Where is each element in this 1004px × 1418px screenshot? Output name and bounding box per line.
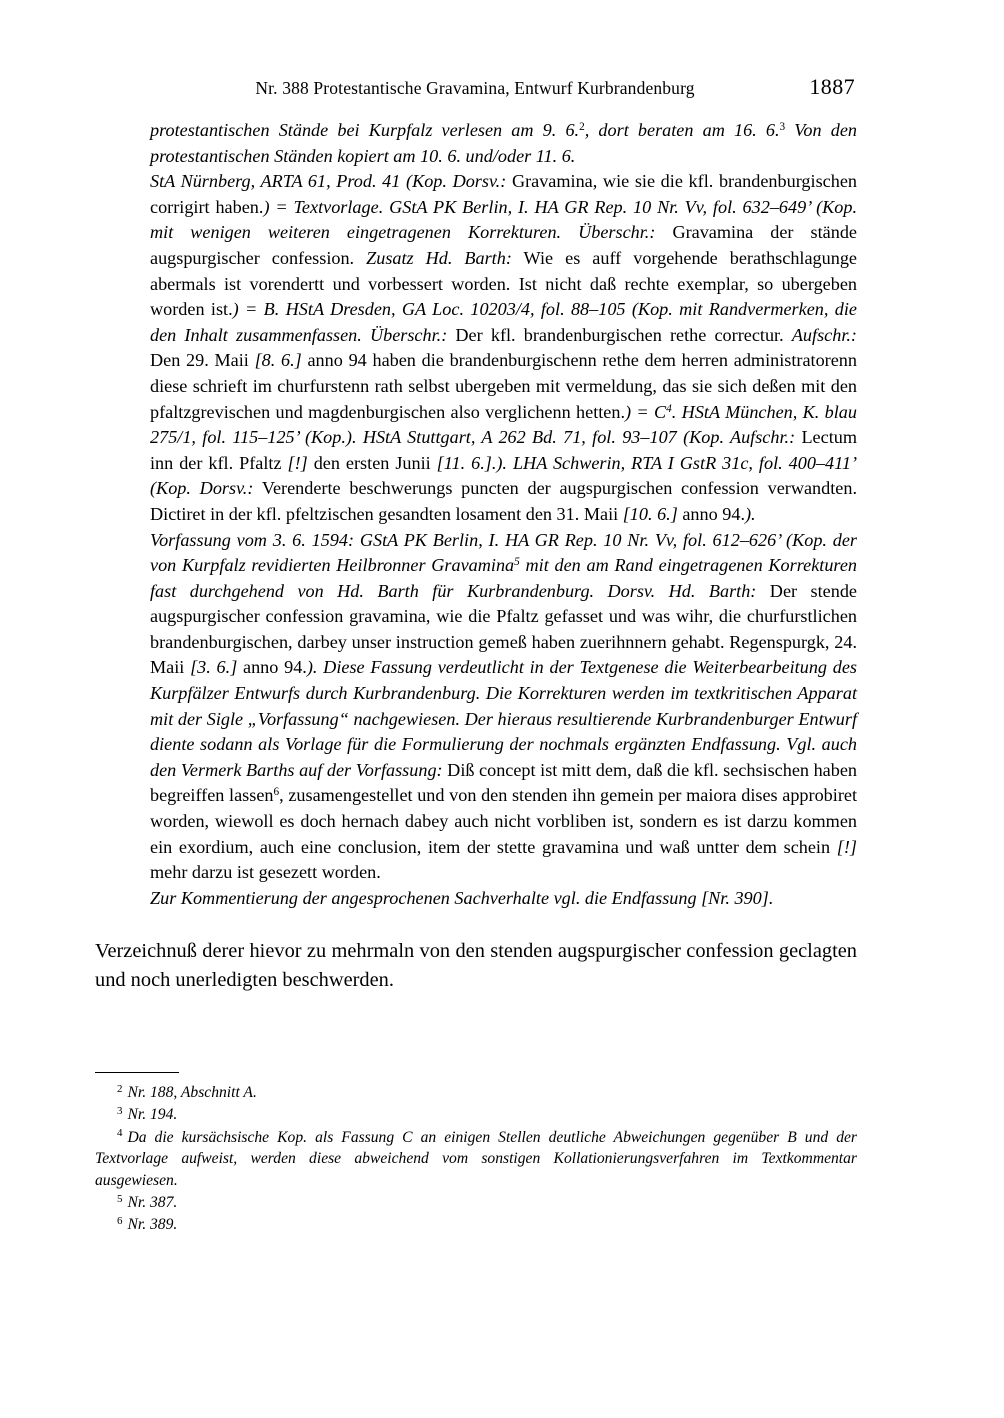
footnote-item (95, 1214, 857, 1235)
footnote-text: Nr. 194. (127, 1106, 178, 1124)
footnote-number[interactable]: 5 (117, 1192, 123, 1205)
footnote-number[interactable]: 2 (117, 1082, 123, 1095)
footnote-text: Da die kursächsische Kop. als Fassung C an einigen Stellen deutliche Abweichungen gegenüber B und der Textvorlage aufweist, werden diese abweichend vom sonstigen Kollationierungsverfahren im Textkommentar ausgewiesen. (95, 1128, 857, 1189)
apparatus-p2-s02: Gravamina, wie sie die kfl. brandenburgischen corrigirt haben. (150, 171, 857, 217)
apparatus-p2-s22: anno 94. (677, 503, 745, 524)
apparatus-p2-s12: anno 94 haben die brandenburgischenn rethe dem herren administratorenn diese schrieft im churfurstenn rath selbst ubergeben mit vermeldung, das sie sich deßen mit den pfaltzgrevischen und magdenburgischen also verglichenn hetten. (150, 350, 857, 422)
running-head-title: Nr. 388 Protestantische Gravamina, Entwurf Kurbrandenburg (255, 78, 695, 98)
apparatus-p2-s23: ). (745, 503, 756, 524)
apparatus-paragraph-3 (150, 528, 857, 886)
apparatus-p2-s05: Zusatz Hd. Barth: (366, 247, 512, 268)
apparatus-p2-s16: [!] (287, 452, 308, 473)
footnote-apparatus (95, 1072, 857, 1237)
main-text-block (95, 937, 857, 995)
footnote-number[interactable]: 6 (117, 1214, 123, 1227)
apparatus-p2-s07: ) = B. HStA Dresden, GA Loc. 10203/4, fol. 88–105 (Kop. mit Randvermerken, die den Inhalt zusammenfassen. Überschr.: (150, 299, 857, 345)
apparatus-p2-s01: StA Nürnberg, ARTA 61, Prod. 41 (Kop. Dorsv.: (150, 171, 507, 192)
apparatus-p3-v01: Vorfassung vom 3. 6. 1594: GStA PK Berlin, I. HA GR Rep. 10 Nr. Vv, fol. 612–626’ (Kop. der von Kurpfalz revidierten Heilbronner Gravamina (150, 529, 857, 576)
apparatus-p2-s20: Verenderte beschwerungs puncten der augspurgischen confession verwandten. Dictiret in der kfl. pfeltzischen gesandten losament den 31. Maii (150, 478, 857, 524)
apparatus-p2-s19: ). LHA Schwerin, RTA I GstR 31c, fol. 400–411’ (Kop. Dorsv.: (150, 452, 857, 499)
running-head (95, 74, 855, 104)
apparatus-paragraph-4 (150, 886, 857, 912)
apparatus-p1-seg1: protestantischen Stände bei Kurpfalz verlesen am 9. 6. (150, 120, 580, 140)
footnote-text: Nr. 188, Abschnitt A. (127, 1084, 257, 1101)
footnote-ref-3[interactable]: 3 (779, 121, 786, 134)
apparatus-p3-v06: ). Diese Fassung verdeutlicht in der Textgenese die Weiterbearbeitung des Kurpfälzer Entwurfs durch Kurbrandenburg. Die Korrekturen werden im textkritischen Apparat mit der Sigle „Vorfassung“ nachgewiesen. Der hieraus resultierende Kurbrandenburger Entwurf diente sodann als Vorlage für die Formulierung der nochmals ergänzten Endfassung. Vgl. auch den Vermerk Barths auf der Vorfassung: (150, 657, 857, 780)
page-content (95, 118, 857, 995)
apparatus-p3-v04: [3. 6.] (190, 657, 238, 678)
apparatus-p2-s04: Gravamina der stände augspurgischer confession. (150, 222, 857, 268)
footnote-item (95, 1192, 857, 1213)
apparatus-p1-seg2: , dort beraten am 16. 6. (584, 120, 780, 140)
footnote-number[interactable]: 3 (117, 1104, 123, 1117)
footnote-list (95, 1082, 857, 1236)
apparatus-p2-s11: [8. 6.] (254, 350, 302, 371)
apparatus-p4-k01: Zur Kommentierung der angesprochenen Sachverhalte vgl. die Endfassung [Nr. 390]. (150, 887, 774, 908)
apparatus-p3-v09: [!] (836, 836, 857, 857)
apparatus-p2-s03: ) = Textvorlage. GStA PK Berlin, I. HA GR Rep. 10 Nr. Vv, fol. 632–649’ (Kop. mit wenigen weiteren eingetragenen Korrekturen. Überschr.: (150, 196, 858, 243)
apparatus-p2-s06: Wie es auff vorgehende berathschlagunge abermals ist vorendertt und vorbessert worden. Ist nicht daß rechte exemplar, so ubergeben worden ist. (150, 247, 857, 320)
footnote-item (95, 1127, 857, 1191)
apparatus-p3-v07: Diß concept ist mitt dem, daß die kfl. sechsischen haben begreiffen lassen (150, 759, 857, 806)
apparatus-paragraph-1 (150, 118, 857, 169)
apparatus-paragraph-2 (150, 169, 857, 527)
footnote-text: Nr. 389. (127, 1216, 178, 1234)
footnote-ref-2[interactable]: 2 (579, 121, 585, 134)
apparatus-p2-s14: . HStA München, K. blau 275/1, fol. 115–125’ (Kop.). HStA Stuttgart, A 262 Bd. 71, fol. 93–107 (Kop. Aufschr.: (150, 401, 857, 448)
apparatus-p2-s17: den ersten Junii (307, 452, 437, 473)
apparatus-p3-v08: , zusamengestellet und von den stenden ihn gemein per maiora dises approbiret worden, wiewoll es doch hernach dabey auch nicht vorbliben ist, sondern es ist darzu kommen ein exordium, auch eine conclusion, item der stette gravamina und waß untter dem schein (150, 785, 858, 857)
footnote-item (95, 1104, 857, 1125)
apparatus-p3-v10: mehr darzu ist gesezett worden. (150, 862, 381, 883)
apparatus-p2-s13: ) = C (625, 401, 667, 422)
footnote-ref-5[interactable]: 5 (514, 556, 520, 569)
footnote-ref-6[interactable]: 6 (273, 786, 280, 799)
footnote-separator-rule (95, 1072, 179, 1073)
apparatus-block (150, 118, 857, 911)
main-text-paragraph: Verzeichnuß derer hievor zu mehrmaln von den stenden augspurgischer confession geclagten und noch unerledigten beschwerden. (95, 940, 857, 992)
apparatus-p3-v05: anno 94. (237, 657, 307, 678)
apparatus-p2-s18: [11. 6.]. (436, 452, 497, 473)
apparatus-p2-s09: Aufschr.: (791, 324, 857, 345)
footnote-number[interactable]: 4 (117, 1127, 123, 1140)
apparatus-p1-seg3: Von den protestantischen Ständen kopiert am 10. 6. und/oder 11. 6. (150, 120, 857, 166)
apparatus-p2-s10: Den 29. Maii (150, 350, 255, 371)
footnote-item (95, 1082, 857, 1103)
footnote-ref-4[interactable]: 4 (666, 402, 672, 415)
apparatus-p2-s15: Lectum inn der kfl. Pfaltz (150, 427, 857, 473)
apparatus-p2-s08: Der kfl. brandenburgischen rethe correctur. (447, 324, 792, 345)
apparatus-p2-s21: [10. 6.] (622, 503, 678, 524)
footnote-text: Nr. 387. (127, 1194, 178, 1212)
apparatus-p3-v03: Der stende augspurgischer confession gravamina, wie die Pfaltz gefasset und was wihr, die churfurstlichen brandenburgischen, darbey unser instruction gemeß haben zuerihnnern gehabt. Regenspurgk, 24. Maii (150, 580, 857, 678)
apparatus-p3-v02: mit den am Rand eingetragenen Korrekturen fast durchgehend von Hd. Barth für Kurbrandenburg. Dorsv. Hd. Barth: (150, 555, 857, 601)
page-number: 1887 (809, 74, 855, 99)
